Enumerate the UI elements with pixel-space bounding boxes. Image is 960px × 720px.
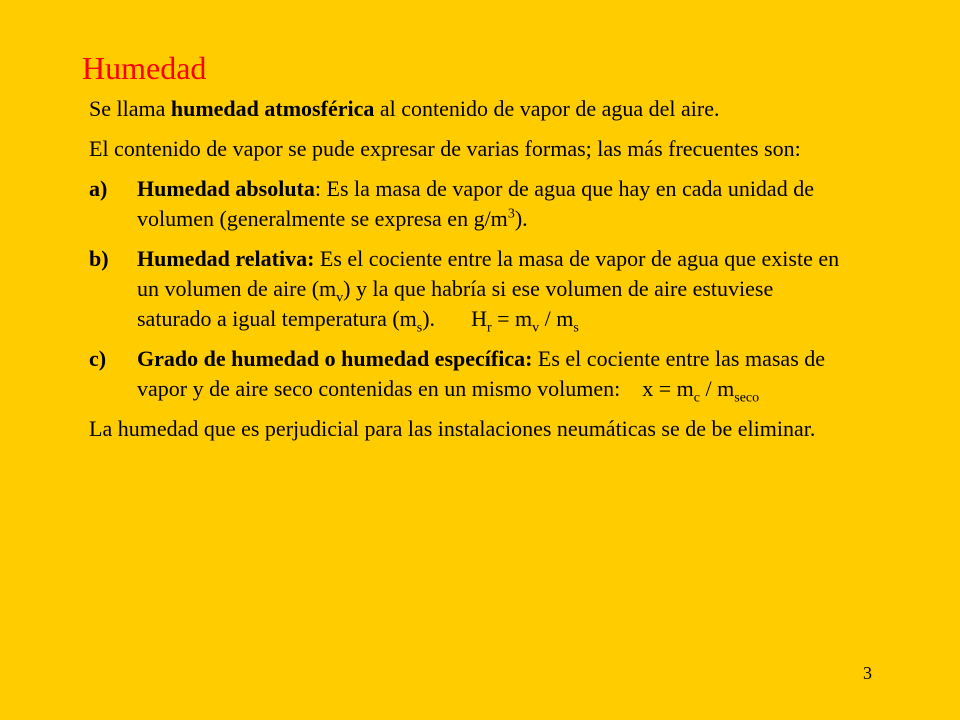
list-item-label: b) (89, 246, 109, 271)
formula-eq: = m (491, 306, 533, 331)
formula-num-sub: v (532, 320, 540, 336)
slide-body (89, 94, 889, 454)
page-number: 3 (863, 663, 872, 683)
list-item-a (89, 174, 889, 234)
list-item-text (137, 174, 889, 234)
item-a-term: Humedad absoluta (137, 176, 315, 201)
item-b-sub-v: v (336, 290, 344, 306)
item-c-line-2 (137, 374, 889, 404)
slide-title: Humedad (82, 50, 207, 86)
formula-div: / m (700, 376, 735, 401)
formula-num-sub: c (693, 390, 701, 406)
intro-bold-term: humedad atmosférica (170, 96, 375, 121)
formula-lhs-sub: r (486, 320, 492, 336)
forms-intro-paragraph: El contenido de vapor se pude expresar de varias formas; las más frecuentes son: (89, 136, 801, 161)
item-b-line-2 (137, 274, 889, 304)
item-a-superscript: 3 (507, 206, 515, 222)
item-b-line2-pre: un volumen de aire (m (137, 276, 337, 301)
list-item-label: c) (89, 346, 107, 371)
formula-den-sub: s (573, 320, 579, 336)
item-a-line2-post: ). (514, 206, 528, 231)
item-c-line2-pre: vapor y de aire seco contenidas en un mismo volumen: (137, 376, 621, 401)
list-item-text (137, 244, 889, 334)
intro-paragraph (89, 94, 889, 124)
specific-humidity-formula (642, 376, 760, 406)
formula-den-sub: seco (734, 390, 760, 406)
item-b-line2-post: ) y la que habría si ese volumen de aire estuviese (343, 276, 774, 301)
item-b-line3-post: ). (422, 306, 436, 331)
item-a-line2-pre: volumen (generalmente se expresa en g/m (137, 206, 508, 231)
list-item-label: a) (89, 176, 108, 201)
intro-post: al contenido de vapor de agua del aire. (374, 96, 720, 121)
closing-paragraph: La humedad que es perjudicial para las instalaciones neumáticas se de be eliminar. (89, 416, 816, 441)
item-a-line-1 (137, 174, 889, 204)
item-c-term: Grado de humedad o humedad específica: (137, 346, 533, 371)
list-item-b (89, 244, 889, 334)
list-item-c (89, 344, 889, 404)
item-b-sub-s: s (416, 320, 423, 336)
item-b-term: Humedad relativa: (137, 246, 315, 271)
item-b-line1-rest: Es el cociente entre la masa de vapor de agua que existe en (314, 246, 840, 271)
formula-lhs: x = m (642, 376, 694, 401)
item-c-line-1 (137, 344, 889, 374)
item-c-line1-rest: Es el cociente entre las masas de (532, 346, 826, 371)
item-a-line1-rest: : Es la masa de vapor de agua que hay en cada unidad de (314, 176, 814, 201)
relative-humidity-formula (471, 306, 579, 336)
item-b-line-1 (137, 244, 889, 274)
list-item-text (137, 344, 889, 404)
formula-div: / m (539, 306, 574, 331)
item-b-line3-pre: saturado a igual temperatura (m (137, 306, 417, 331)
item-b-line-3 (137, 304, 889, 334)
intro-pre: Se llama (89, 96, 171, 121)
item-a-line-2 (137, 204, 889, 234)
formula-lhs: H (471, 306, 487, 331)
